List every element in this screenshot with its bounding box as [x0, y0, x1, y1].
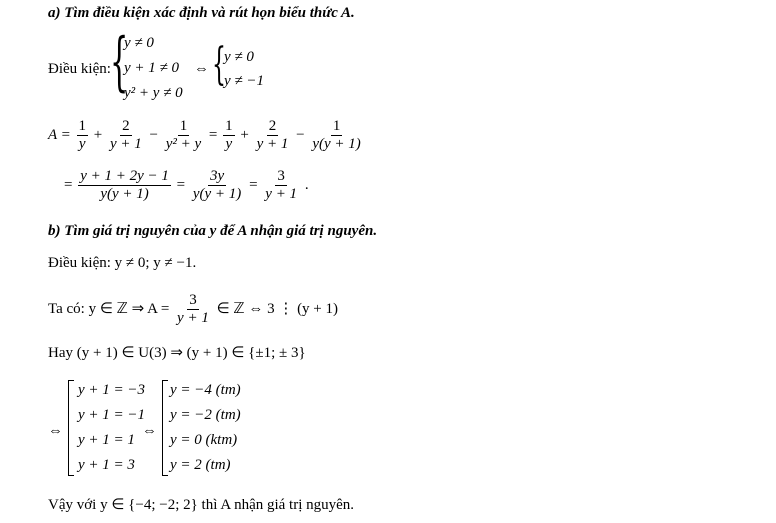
- case-row: y + 1 = 1: [78, 432, 135, 448]
- fraction: $\frac{2}{y + 1}$: [109, 118, 142, 152]
- case-row: y + 1 = −1: [78, 407, 146, 423]
- taco-line: Ta có: y ∈ ℤ ⇒ A = $\frac{3}{y + 1}$ ∈ ℤ ⇔ 3 ⋮ (y + 1): [48, 292, 339, 326]
- system1-row: y ≠ 0: [124, 35, 154, 51]
- fraction: $\frac{2}{y + 1}$: [256, 118, 289, 152]
- condition-label: Điều kiện:: [48, 61, 111, 77]
- case-result: y = −4 (tm): [170, 382, 241, 398]
- system1-row: y + 1 ≠ 0: [124, 60, 180, 76]
- case-row: y + 1 = 3: [78, 457, 135, 473]
- expression-line-1: A = $\frac{1}{y}$ + $\frac{2}{y + 1}$ − $\frac{1}{\text{y² + y}}$ = $\frac{1}{y}$ + $\frac{2}{y + 1}$ − $\frac{1}{y(y + 1)}$: [48, 118, 361, 152]
- left-brace-2: {: [212, 39, 226, 90]
- fraction: $\frac{1}{y(y + 1)}$: [312, 118, 361, 152]
- case-row: y + 1 = −3: [78, 382, 146, 398]
- fraction: $\frac{y + 1 + 2y - 1}{y(y + 1)}$: [80, 168, 169, 202]
- fraction: $\frac{1}{y}$: [225, 118, 233, 152]
- system2-row: y ≠ −1: [224, 73, 265, 89]
- fraction: $\frac{3}{y + 1}$: [265, 168, 298, 202]
- expression-line-2: = $\frac{y + 1 + 2y - 1}{y(y + 1)}$ = $\frac{3y}{y(y + 1)}$ = $\frac{3}{y + 1}$ .: [64, 168, 309, 202]
- lhs-a: A =: [48, 126, 71, 143]
- part-b-heading: b) Tìm giá trị nguyên của y để A nhận giá trị nguyên.: [48, 223, 378, 239]
- part-a-heading: a) Tìm điều kiện xác định và rút họn biểu thức A.: [48, 5, 355, 21]
- left-bracket-1: [68, 380, 74, 476]
- hay-line: Hay (y + 1) ∈ U(3) ⇒ (y + 1) ∈ {±1; ± 3}: [48, 345, 306, 361]
- fraction: $\frac{3}{y + 1}$: [177, 292, 209, 326]
- equiv-symbol-cases-2: ⇔: [142, 423, 157, 439]
- case-result: y = 0 (ktm): [170, 432, 238, 448]
- fraction: $\frac{1}{y}$: [78, 118, 87, 152]
- fraction: $\frac{3y}{y(y + 1)}$: [192, 168, 242, 202]
- left-brace-1: {: [110, 25, 129, 99]
- equiv-symbol-1: ⇔: [194, 61, 209, 77]
- left-bracket-2: [162, 380, 168, 476]
- case-result: y = 2 (tm): [170, 457, 231, 473]
- condition-b: Điều kiện: y ≠ 0; y ≠ −1.: [48, 255, 197, 271]
- fraction: $\frac{1}{\text{y² + y}}$: [165, 118, 202, 152]
- system2-row: y ≠ 0: [224, 49, 254, 65]
- equiv-symbol-cases: ⇔: [48, 423, 63, 439]
- conclusion: Vậy với y ∈ {−4; −2; 2} thì A nhận giá trị nguyên.: [48, 497, 355, 513]
- case-result: y = −2 (tm): [170, 407, 241, 423]
- system1-row: y² + y ≠ 0: [124, 85, 183, 101]
